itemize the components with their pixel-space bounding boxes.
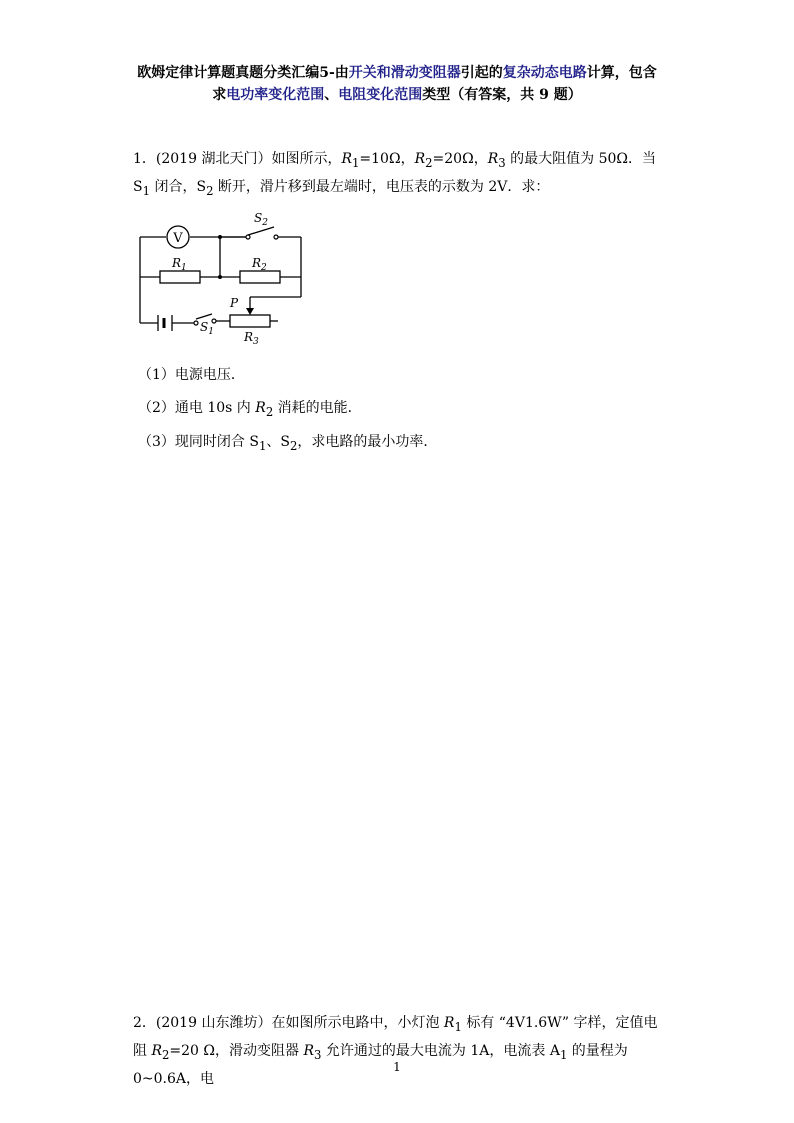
question-1-text: 1．(2019 湖北天门）如图所示，$R_1=10\Omega$，$R_2=20\Omega$，$R_3$ 的最大阻值为 50Ω．当 $S_1$ 闭合，$S_2$ 断开，滑片移到最左端时，电压表的示数为 2V．求： [133, 151, 656, 198]
slider-arrow [246, 308, 254, 315]
question-2-text: 2．(2019 山东潍坊）在如图所示电路中，小灯泡 $R_1$ 标有 “4V1.6W” 字样，定值电阻 $R_2=20$ Ω，滑动变阻器 $R_3$ 允许通过的最大电流为 1A，电流表 $A_1$ 的量程为 0~0.6A，电 [133, 1015, 658, 1087]
title-highlight: 开关和滑动变阻器 [348, 65, 461, 81]
resistor-r1 [160, 271, 200, 283]
page-number: 1 [393, 1060, 401, 1074]
question-1-part-3: （3）现同时闭合 $S_1$、$S_2$，求电路的最小功率． [138, 434, 438, 453]
title-highlight: 复杂动态电路 [502, 65, 587, 81]
title-highlight: 电阻变化范围 [338, 87, 423, 103]
question-1-part-1: （1）电源电压． [138, 367, 245, 383]
svg-text:S1: $S_1$ [200, 320, 214, 337]
question-1-part-2: （2）通电 10s 内 $R_2$ 消耗的电能． [138, 400, 362, 419]
voltmeter-label: V [173, 231, 183, 246]
document-title: 欧姆定律计算题真题分类汇编5-由开关和滑动变阻器引起的复杂动态电路计算，包含 求电功率变化范围、电阻变化范围类型（有答案，共 9 题） [137, 65, 657, 103]
svg-text:S2: $S_2$ [254, 211, 268, 228]
svg-text:P: P [230, 296, 239, 310]
svg-text:R3: $R_3$ [244, 330, 259, 347]
rheostat-r3 [230, 315, 270, 327]
svg-text:R2: $R_2$ [252, 256, 267, 273]
circuit-diagram [128, 205, 318, 350]
title-highlight: 电功率变化范围 [226, 87, 325, 103]
resistor-r2 [240, 271, 280, 283]
svg-text:R1: $R_1$ [172, 256, 187, 273]
